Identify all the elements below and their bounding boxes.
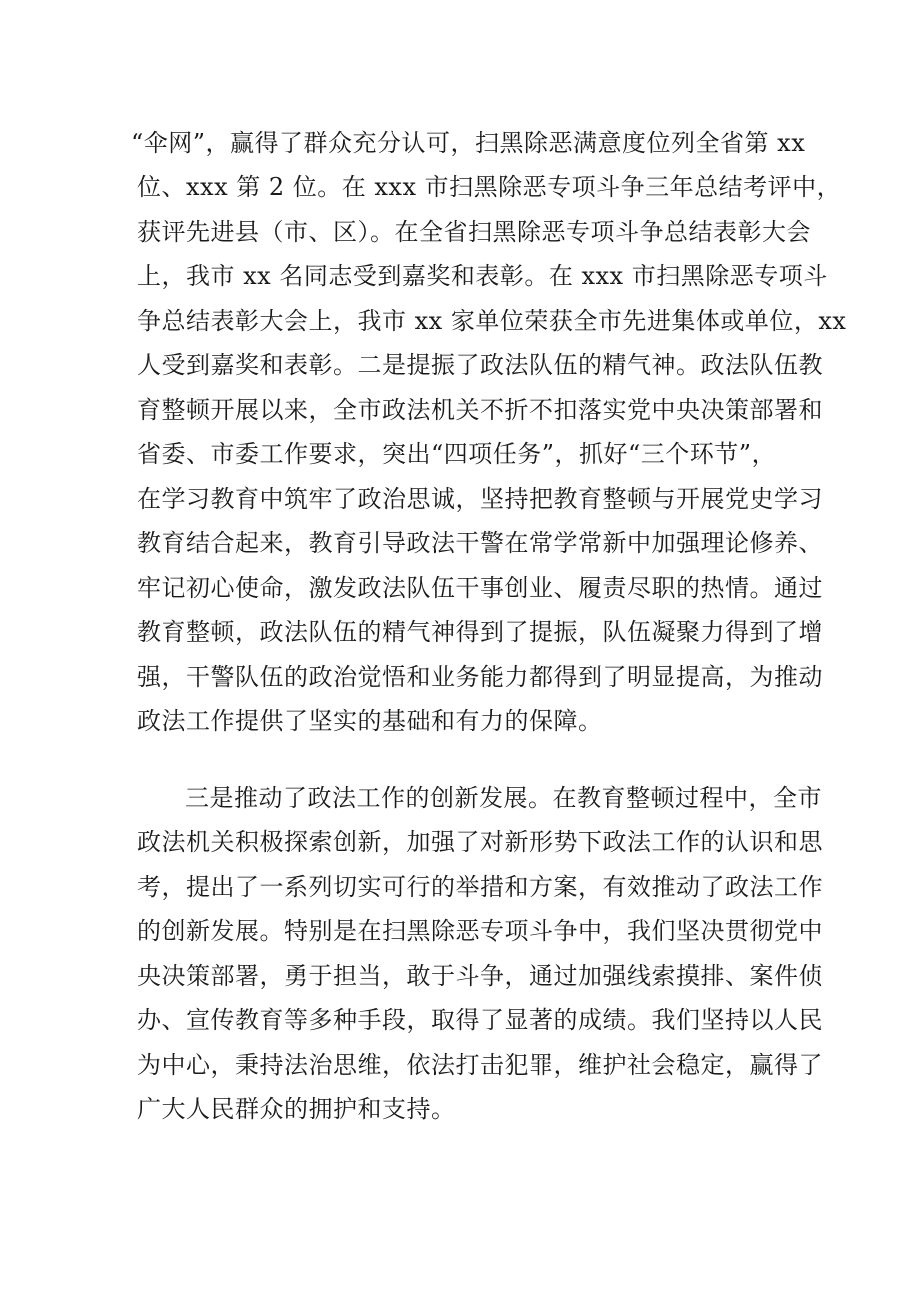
paragraph-line: “伞网”，赢得了群众充分认可，扫黑除恶满意度位列全省第 xx bbox=[131, 129, 806, 157]
paragraph-line: 广大人民群众的拥护和支持。 bbox=[137, 1095, 456, 1123]
paragraph-line: 政法机关积极探索创新，加强了对新形势下政法工作的认识和思 bbox=[137, 828, 823, 856]
paragraph-line: 教育整顿，政法队伍的精气神得到了提振，队伍凝聚力得到了增 bbox=[137, 618, 823, 646]
paragraph-line: 争总结表彰大会上，我市 xx 家单位荣获全市先进集体或单位，xx bbox=[137, 307, 847, 335]
paragraph-line: 在学习教育中筑牢了政治思诚，坚持把教育整顿与开展党史学习 bbox=[137, 485, 823, 513]
paragraph-line: 上，我市 xx 名同志受到嘉奖和表彰。在 xxx 市扫黑除恶专项斗 bbox=[137, 262, 828, 290]
paragraph-line: 牢记初心使命，激发政法队伍干事创业、履责尽职的热情。通过 bbox=[137, 574, 823, 602]
paragraph-line: 位、xxx 第 2 位。在 xxx 市扫黑除恶专项斗争三年总结考评中， bbox=[137, 173, 842, 201]
paragraph-line: 考，提出了一系列切实可行的举措和方案，有效推动了政法工作 bbox=[137, 873, 823, 901]
paragraph-line: 获评先进县（市、区）。在全省扫黑除恶专项斗争总结表彰大会 bbox=[137, 218, 811, 246]
paragraph-line: 人受到嘉奖和表彰。二是提振了政法队伍的精气神。政法队伍教 bbox=[137, 351, 823, 379]
paragraph-line: 三是推动了政法工作的创新发展。在教育整顿过程中，全市 bbox=[185, 784, 822, 812]
paragraph-line: 的创新发展。特别是在扫黑除恶专项斗争中，我们坚决贯彻党中 bbox=[137, 917, 823, 945]
paragraph-line: 省委、市委工作要求，突出“四项任务”，抓好“三个环节”， bbox=[137, 440, 777, 468]
paragraph-line: 育整顿开展以来，全市政法机关不折不扣落实党中央决策部署和 bbox=[137, 396, 823, 424]
paragraph-line: 强，干警队伍的政治觉悟和业务能力都得到了明显提高，为推动 bbox=[137, 663, 823, 691]
paragraph-line: 政法工作提供了坚实的基础和有力的保障。 bbox=[137, 707, 603, 735]
paragraph-line: 教育结合起来，教育引导政法干警在常学常新中加强理论修养、 bbox=[137, 529, 823, 557]
paragraph-line: 办、宣传教育等多种手段，取得了显著的成绩。我们坚持以人民 bbox=[137, 1006, 823, 1034]
paragraph-line: 央决策部署，勇于担当，敢于斗争，通过加强线索摸排、案件侦 bbox=[137, 962, 823, 990]
paragraph-line: 为中心，秉持法治思维，依法打击犯罪，维护社会稳定，赢得了 bbox=[137, 1051, 823, 1079]
